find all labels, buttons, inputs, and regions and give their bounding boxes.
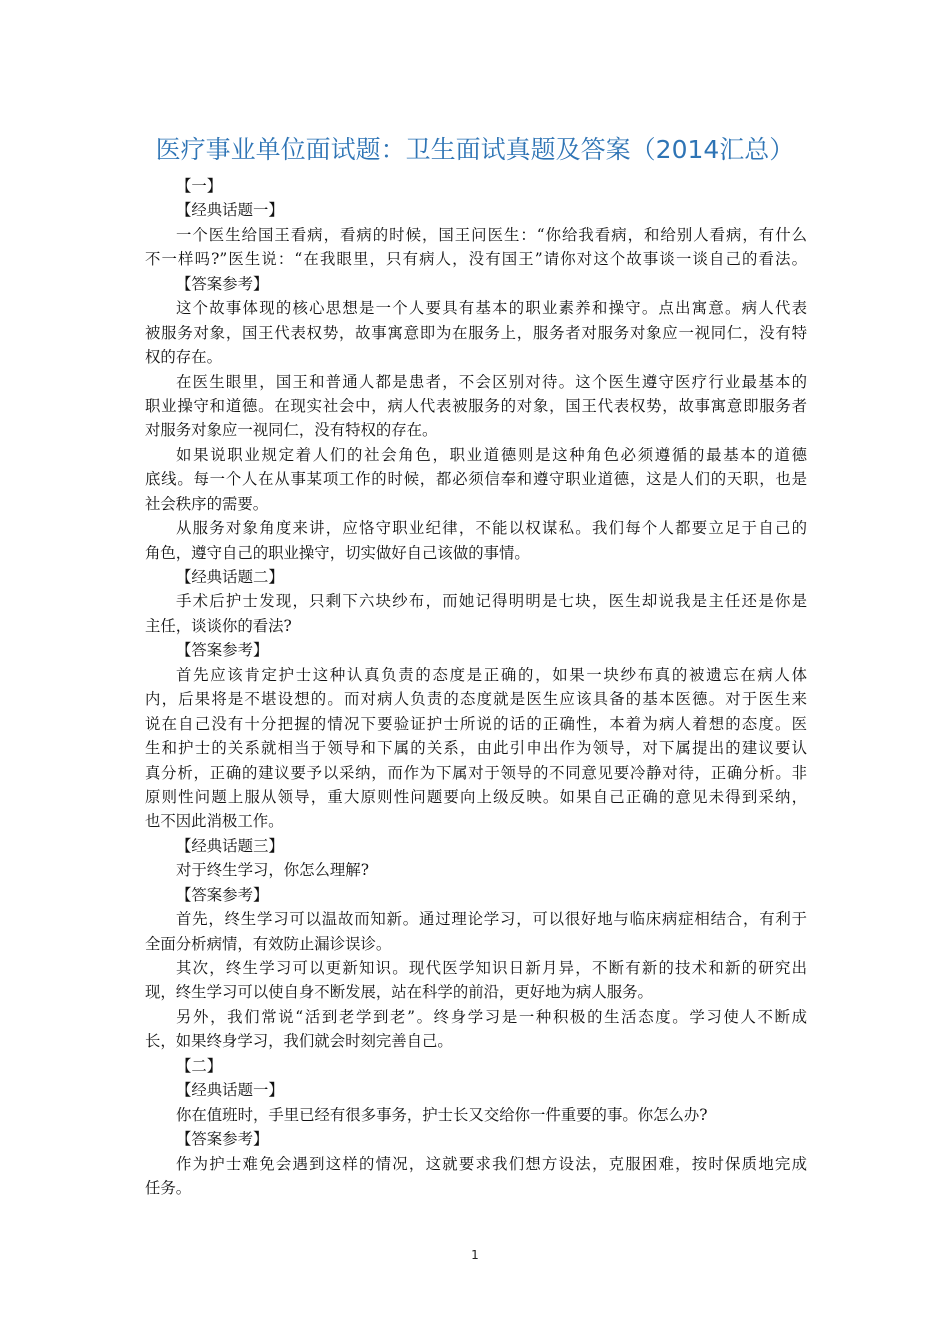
- document-title: 医疗事业单位面试题：卫生面试真题及答案（2014汇总）: [155, 135, 795, 164]
- paragraph-line: 社会秩序的需要。: [145, 494, 269, 513]
- topic-heading: 【经典话题一】: [176, 1081, 284, 1100]
- paragraph-line: 角色，遵守自己的职业操守，切实做好自己该做的事情。: [145, 543, 530, 562]
- paragraph-line: 也不因此消极工作。: [145, 812, 284, 831]
- paragraph-line: 不一样吗?”医生说：“在我眼里，只有病人，没有国王”请你对这个故事谈一谈自己的看法。: [145, 250, 807, 269]
- paragraph-line: 真分析，正确的建议要予以采纳，而作为下属对于领导的不同意见要冷静对待，正确分析。非: [145, 763, 807, 782]
- paragraph-line: 在医生眼里，国王和普通人都是患者，不会区别对待。这个医生遵守医疗行业最基本的: [176, 372, 807, 391]
- answer-heading: 【答案参考】: [176, 1130, 269, 1149]
- paragraph-line: 原则性问题上服从领导，重大原则性问题要向上级反映。如果自己正确的意见未得到采纳，: [145, 787, 807, 806]
- paragraph-line: 说在自己没有十分把握的情况下要验证护士所说的话的正确性，本着为病人着想的态度。医: [145, 714, 807, 733]
- paragraph-line: 全面分析病情，有效防止漏诊误诊。: [145, 934, 392, 953]
- paragraph-line: 生和护士的关系就相当于领导和下属的关系，由此引申出作为领导，对下属提出的建议要认: [145, 739, 807, 758]
- paragraph-line: 被服务对象，国王代表权势，故事寓意即为在服务上，服务者对服务对象应一视同仁，没有特: [145, 323, 807, 342]
- topic-heading: 【经典话题二】: [176, 568, 284, 586]
- paragraph-line: 权的存在。: [145, 348, 222, 367]
- paragraph-line: 底线。每一个人在从事某项工作的时候，都必须信奉和遵守职业道德，这是人们的天职，也是: [145, 470, 807, 489]
- paragraph-line: 内，后果将是不堪设想的。而对病人负责的态度就是医生应该具备的基本医德。对于医生来: [145, 690, 807, 709]
- paragraph-line: 对于终生学习，你怎么理解?: [176, 861, 369, 880]
- paragraph-line: 首先应该肯定护士这种认真负责的态度是正确的，如果一块纱布真的被遗忘在病人体: [176, 665, 807, 684]
- section-heading: 【二】: [176, 1056, 223, 1075]
- paragraph-line: 手术后护士发现，只剩下六块纱布，而她记得明明是七块，医生却说我是主任还是你是: [176, 592, 807, 611]
- paragraph-line: 职业操守和道德。在现实社会中，病人代表被服务的对象，国王代表权势，故事寓意即服务者: [145, 396, 807, 415]
- paragraph-line: 你在值班时，手里已经有很多事务，护士长又交给你一件重要的事。你怎么办?: [176, 1105, 708, 1124]
- paragraph-line: 作为护士难免会遇到这样的情况，这就要求我们想方设法，克服困难，按时保质地完成: [176, 1154, 807, 1173]
- paragraph-line: 任务。: [145, 1178, 192, 1197]
- paragraph-line: 从服务对象角度来讲，应恪守职业纪律，不能以权谋私。我们每个人都要立足于自己的: [176, 519, 807, 538]
- paragraph-line: 其次，终生学习可以更新知识。现代医学知识日新月异，不断有新的技术和新的研究出: [176, 959, 807, 977]
- paragraph-line: 主任，谈谈你的看法?: [145, 616, 292, 635]
- topic-heading: 【经典话题一】: [176, 201, 284, 220]
- paragraph-line: 长，如果终身学习，我们就会时刻完善自己。: [145, 1032, 453, 1051]
- document-body: [145, 174, 807, 1200]
- section-heading: 【一】: [176, 177, 223, 195]
- answer-heading: 【答案参考】: [176, 274, 269, 293]
- paragraph-line: 首先，终生学习可以温故而知新。通过理论学习，可以很好地与临床病症相结合，有利于: [176, 910, 807, 929]
- topic-heading: 【经典话题三】: [176, 836, 284, 855]
- answer-heading: 【答案参考】: [176, 885, 269, 904]
- page-number: 1: [471, 1248, 479, 1262]
- paragraph-line: 现，终生学习可以使自身不断发展，站在科学的前沿，更好地为病人服务。: [145, 983, 653, 1002]
- paragraph-line: 如果说职业规定着人们的社会角色，职业道德则是这种角色必须遵循的最基本的道德: [176, 445, 807, 464]
- paragraph-line: 一个医生给国王看病，看病的时候，国王问医生：“你给我看病，和给别人看病，有什么: [176, 225, 807, 244]
- paragraph-line: 这个故事体现的核心思想是一个人要具有基本的职业素养和操守。点出寓意。病人代表: [176, 299, 807, 318]
- answer-heading: 【答案参考】: [176, 641, 269, 660]
- paragraph-line: 另外，我们常说“活到老学到老”。终身学习是一种积极的生活态度。学习使人不断成: [176, 1007, 807, 1026]
- paragraph-line: 对服务对象应一视同仁，没有特权的存在。: [145, 421, 438, 440]
